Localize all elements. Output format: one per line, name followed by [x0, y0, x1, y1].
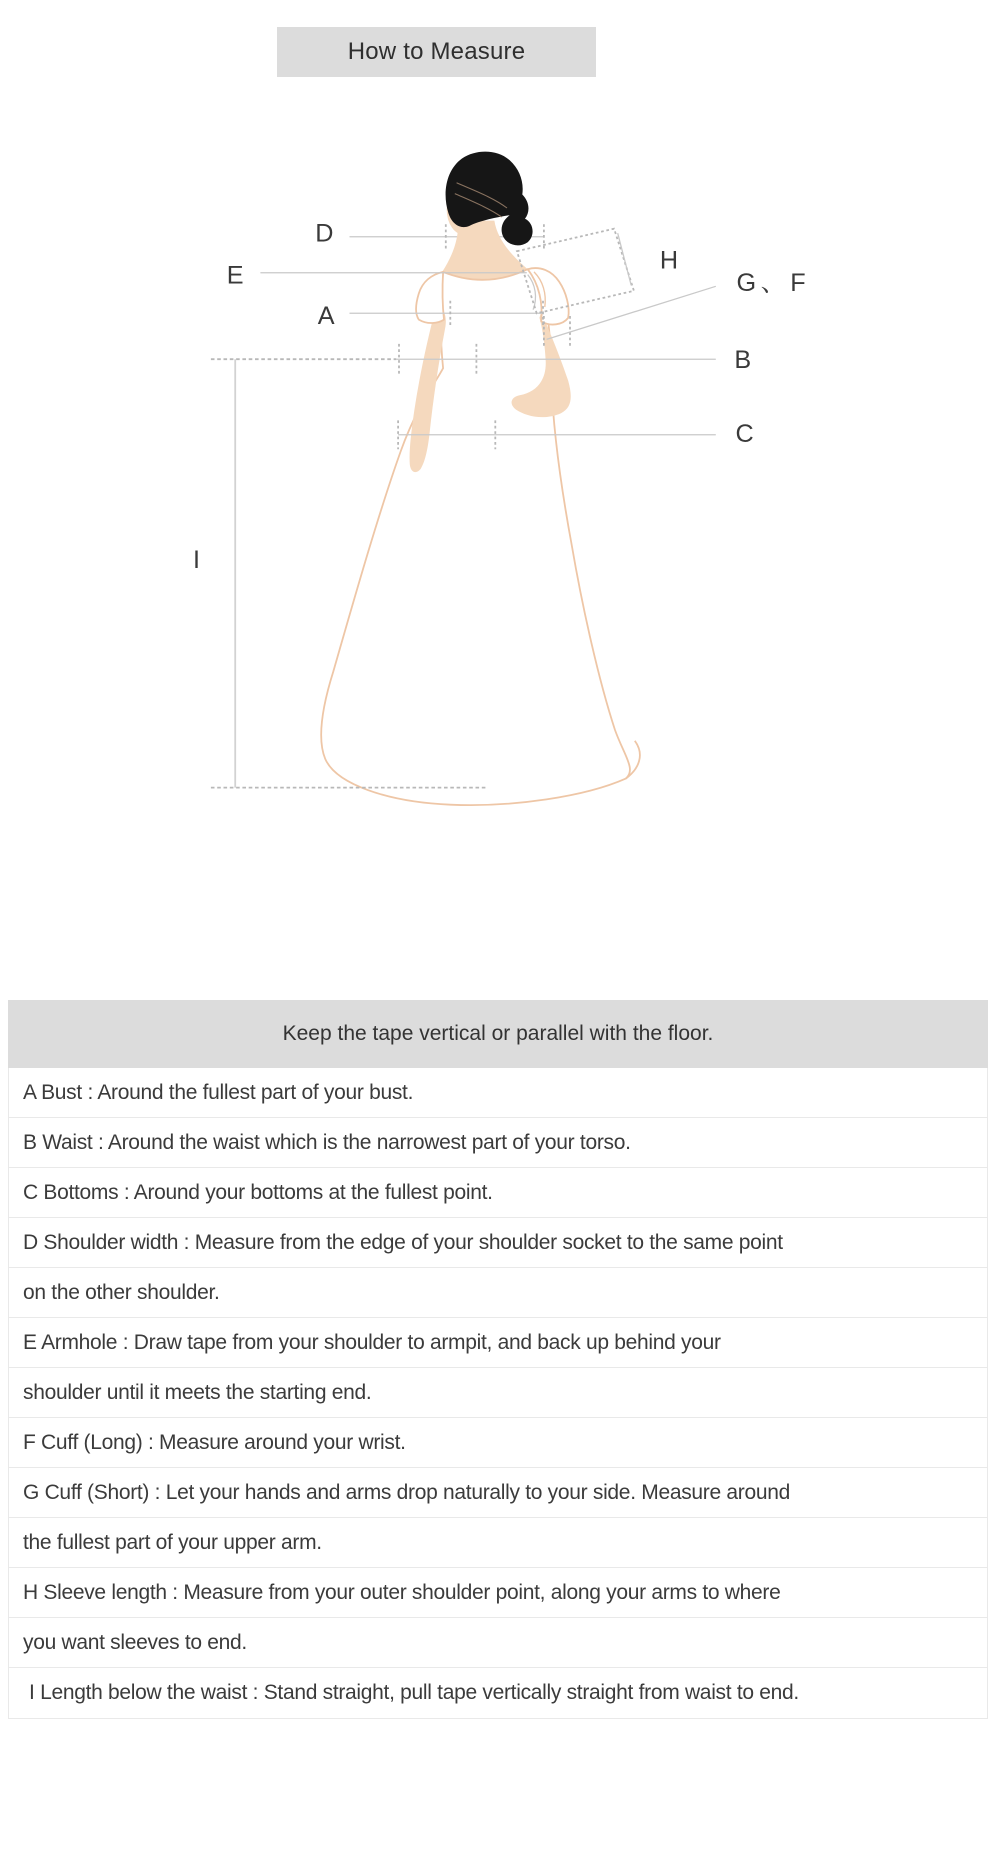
guide-row-cuff-short-1: G Cuff (Short) : Let your hands and arms drop naturally to your side. Measure around [9, 1468, 987, 1518]
guide-row-waist: B Waist : Around the waist which is the narrowest part of your torso. [9, 1118, 987, 1168]
label-E: E [226, 261, 244, 290]
guide-row-length-below-waist: I Length below the waist : Stand straight, pull tape vertically straight from waist to end. [29, 1681, 799, 1704]
label-B: B [734, 346, 752, 375]
guide-row-cuff-short-2: the fullest part of your upper arm. [9, 1518, 987, 1568]
measuring-guide-table [8, 1000, 988, 1719]
guide-row-shoulder-2: on the other shoulder. [9, 1268, 987, 1318]
woman-figure [321, 152, 640, 806]
guide-row-bust: A Bust : Around the fullest part of your bust. [9, 1068, 987, 1118]
cuff-marker-GF [544, 286, 716, 346]
guide-row-sleeve-length-1: H Sleeve length : Measure from your outer shoulder point, along your arms to where [9, 1568, 987, 1618]
guide-row-bottoms: C Bottoms : Around your bottoms at the fullest point. [9, 1168, 987, 1218]
label-C: C [735, 420, 754, 449]
label-G-F: G、F [736, 268, 811, 297]
label-A: A [317, 302, 335, 331]
guide-row-cuff-long: F Cuff (Long) : Measure around your wrist. [9, 1418, 987, 1468]
guide-row-armhole-1: E Armhole : Draw tape from your shoulder to armpit, and back up behind your [9, 1318, 987, 1368]
guide-row-shoulder-1: D Shoulder width : Measure from the edge of your shoulder socket to the same point [9, 1218, 987, 1268]
guide-header: Keep the tape vertical or parallel with the floor. [8, 1000, 988, 1068]
guide-row-sleeve-length-2: you want sleeves to end. [9, 1618, 987, 1668]
guide-body [8, 1068, 988, 1719]
label-I: I [193, 546, 201, 574]
label-H: H [659, 246, 679, 275]
guide-row-armhole-2: shoulder until it meets the starting end. [9, 1368, 987, 1418]
left-sleeve [416, 272, 444, 323]
page-title: How to Measure [277, 27, 596, 77]
measurement-diagram [0, 100, 996, 1000]
measurement-figure-section [0, 77, 996, 1000]
label-D: D [315, 219, 334, 248]
